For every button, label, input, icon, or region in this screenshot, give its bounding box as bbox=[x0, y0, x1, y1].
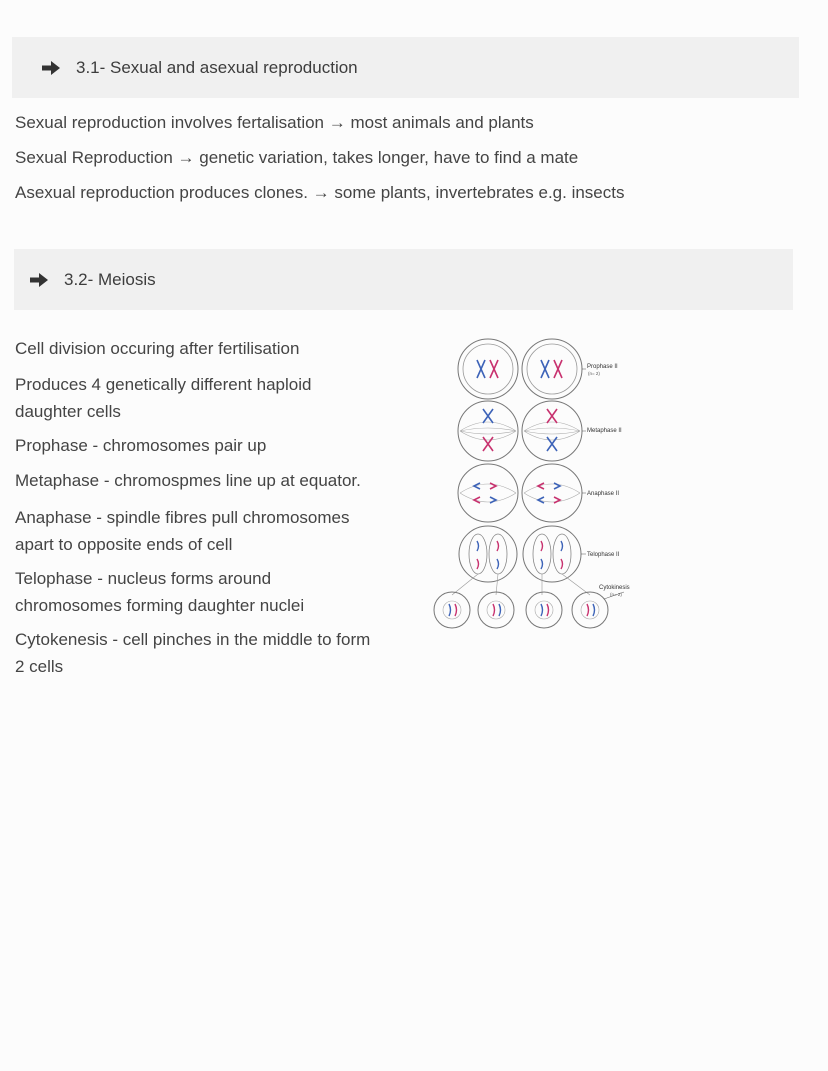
anaphase-cells bbox=[458, 464, 582, 522]
section-header-meiosis bbox=[14, 249, 793, 310]
stage-sub-prophase: (n= 2) bbox=[588, 371, 600, 376]
text-line: Sexual Reproduction → genetic variation, takes longer, have to find a mate bbox=[15, 148, 579, 167]
section-header-reproduction bbox=[12, 37, 799, 98]
arrow-right-icon bbox=[42, 61, 60, 75]
text-line: Prophase - chromosomes pair up bbox=[15, 436, 267, 455]
telophase-cells bbox=[459, 526, 581, 582]
stage-sub-cytokinesis: (n= 2) bbox=[610, 592, 622, 597]
arrow-right-icon bbox=[30, 273, 48, 287]
text-line: Cell division occuring after fertilisation bbox=[15, 339, 300, 358]
text-line: Produces 4 genetically different haploid daughter cells bbox=[15, 375, 312, 421]
metaphase-cells bbox=[458, 401, 582, 461]
cytokinesis-cells bbox=[434, 592, 608, 628]
text-line: Cytokenesis - cell pinches in the middle to form 2 cells bbox=[15, 630, 371, 676]
text-line: Sexual reproduction involves fertalisation → most animals and plants bbox=[15, 113, 534, 132]
section-title: 3.1- Sexual and asexual reproduction bbox=[76, 57, 358, 77]
prophase-cells bbox=[458, 339, 582, 399]
text-line: Asexual reproduction produces clones. → some plants, invertebrates e.g. insects bbox=[15, 183, 625, 202]
text-line: Telophase - nucleus forms around chromosomes forming daughter nuclei bbox=[15, 569, 305, 615]
stage-label-metaphase: Metaphase II bbox=[587, 428, 622, 434]
stage-label-cytokinesis: Cytokinesis bbox=[599, 585, 630, 591]
stage-label-anaphase: Anaphase II bbox=[587, 491, 620, 497]
stage-label-telophase: Telophase II bbox=[587, 552, 620, 558]
stage-label-prophase: Prophase II bbox=[587, 364, 618, 370]
meiosis-diagram bbox=[428, 333, 653, 638]
text-line: Metaphase - chromospmes line up at equator. bbox=[15, 471, 361, 490]
text-line: Anaphase - spindle fibres pull chromosomes apart to opposite ends of cell bbox=[15, 508, 350, 554]
section-title: 3.2- Meiosis bbox=[64, 269, 156, 289]
